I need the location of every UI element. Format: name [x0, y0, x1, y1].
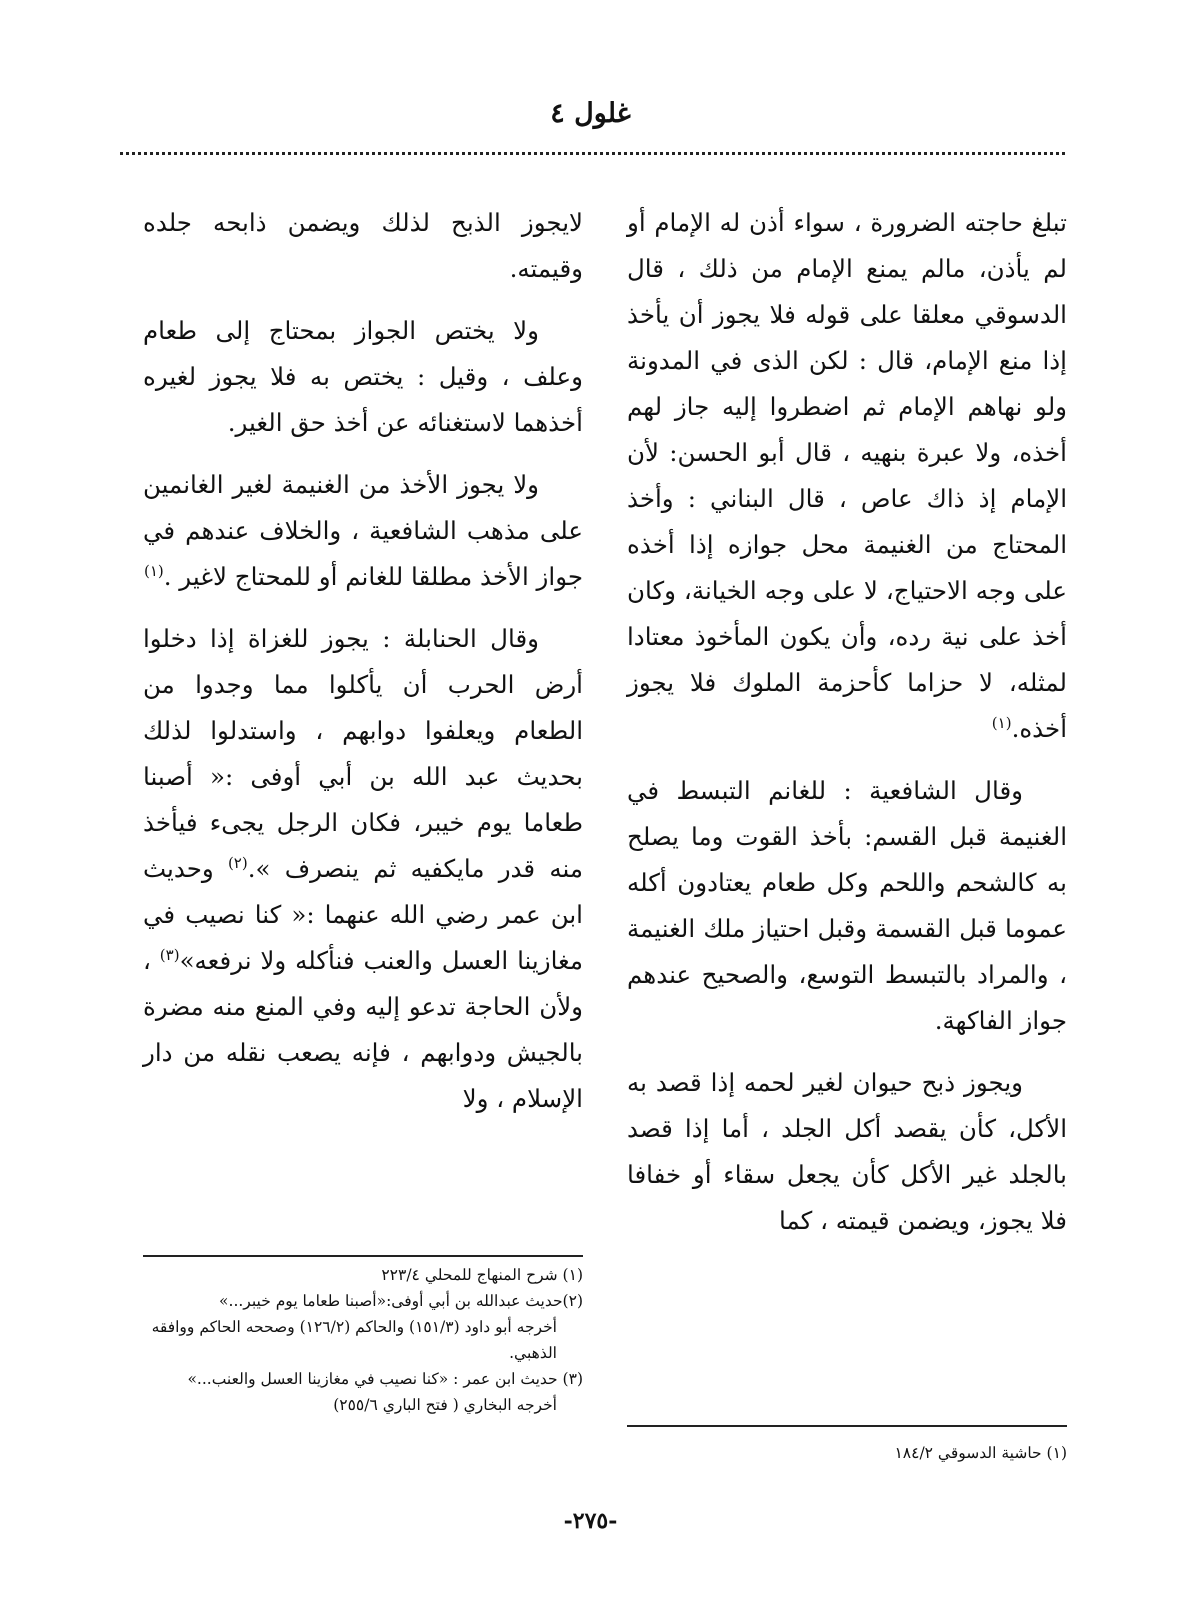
footnote-ref: (١) [991, 713, 1012, 732]
footnote-continuation: أخرجه البخاري ( فتح الباري ٢٥٥/٦) [333, 1396, 557, 1414]
footnote: (٣) حديث ابن عمر : «كنا نصيب في مغازينا العسل والعنب...» [187, 1370, 583, 1388]
paragraph: لايجوز الذبح لذلك ويضمن ذابحه جلده وقيمته. [143, 208, 583, 283]
header-dotted-rule [120, 152, 1065, 155]
footnote-rule-right [627, 1425, 1067, 1427]
right-column [627, 200, 1067, 1260]
page-title: غلول ٤ [550, 98, 631, 129]
footnote: (١) حاشية الدسوقي ١٨٤/٢ [894, 1444, 1067, 1462]
paragraph: وقال الحنابلة : يجوز للغزاة إذا دخلوا أرض الحرب أن يأكلوا مما وجدوا من الطعام ويعلفوا دوابهم ، واستدلوا لذلك بحديث عبد الله بن أبي أوفى :« أصبنا طعاما يوم خيبر، فكان الرجل يجىء فيأخذ منه قدر مايكفيه ثم ينصرف ».$^{(٢)}$ وحديث ابن عمر رضي الله عنهما :« كنا نصيب في مغازينا العسل والعنب فنأكله ولا نرفعه»$^{(٣)}$ ، ولأن الحاجة تدعو إليه وفي المنع منه مضرة بالجيش ودوابهم ، فإنه يصعب نقله من دار الإسلام ، ولا [143, 624, 583, 1113]
paragraph: ولا يختص الجواز بمحتاج إلى طعام وعلف ، وقيل : يختص به فلا يجوز لغيره أخذهما لاستغنائه عن أخذ حق الغير. [143, 316, 583, 437]
paragraph: وقال الشافعية : للغانم التبسط في الغنيمة قبل القسم: بأخذ القوت وما يصلح به كالشحم واللحم وكل طعام يعتادون أكله عموما قبل القسمة وقبل احتياز ملك الغنيمة ، والمراد بالتبسط التوسع، والصحيح عندهم جواز الفاكهة. [627, 776, 1067, 1035]
footnote: (١) شرح المنهاج للمحلي ٢٢٣/٤ [381, 1266, 583, 1284]
footnote-ref: (١) [143, 561, 164, 580]
paragraph: ولا يجوز الأخذ من الغنيمة لغير الغانمين على مذهب الشافعية ، والخلاف عندهم في جواز الأخذ مطلقا للغانم أو للمحتاج لاغير .$^{(١)}$ [143, 470, 583, 591]
footnote: (٢)حديث عبدالله بن أبي أوفى:«أصبنا طعاما يوم خيبر...» [219, 1292, 583, 1310]
left-column [143, 200, 583, 1138]
page-number: -٢٧٥- [563, 1508, 618, 1534]
footnotes-left [143, 1262, 583, 1418]
footnote-rule-left [143, 1255, 583, 1257]
footnote-continuation: أخرجه أبو داود (١٥١/٣) والحاكم (١٢٦/٢) وصححه الحاكم ووافقه الذهبي. [151, 1318, 557, 1362]
footnote-ref: (٢) [227, 853, 248, 872]
page-header [0, 98, 1181, 129]
footnote-ref: (٣) [159, 945, 180, 964]
paragraph: ويجوز ذبح حيوان لغير لحمه إذا قصد به الأكل، كأن يقصد أكل الجلد ، أما إذا قصد بالجلد غير الأكل كأن يجعل سقاء أو خفافا فلا يجوز، ويضمن قيمته ، كما [627, 1068, 1067, 1235]
paragraph: تبلغ حاجته الضرورة ، سواء أذن له الإمام أو لم يأذن، مالم يمنع الإمام من ذلك ، قال الدسوقي معلقا على قوله فلا يجوز أن يأخذ إذا منع الإمام، قال : لكن الذى في المدونة ولو نهاهم الإمام ثم اضطروا إليه جاز لهم أخذه، ولا عبرة بنهيه ، قال أبو الحسن: لأن الإمام إذ ذاك عاص ، قال البناني : وأخذ المحتاج من الغنيمة محل جوازه إذا أخذه على وجه الاحتياج، لا على وجه الخيانة، وكان أخذ على نية رده، وأن يكون المأخوذ معتادا لمثله، لا حزاما كأحزمة الملوك فلا يجوز أخذه.$^{(١)}$ [627, 208, 1067, 743]
footnotes-right [627, 1440, 1067, 1466]
